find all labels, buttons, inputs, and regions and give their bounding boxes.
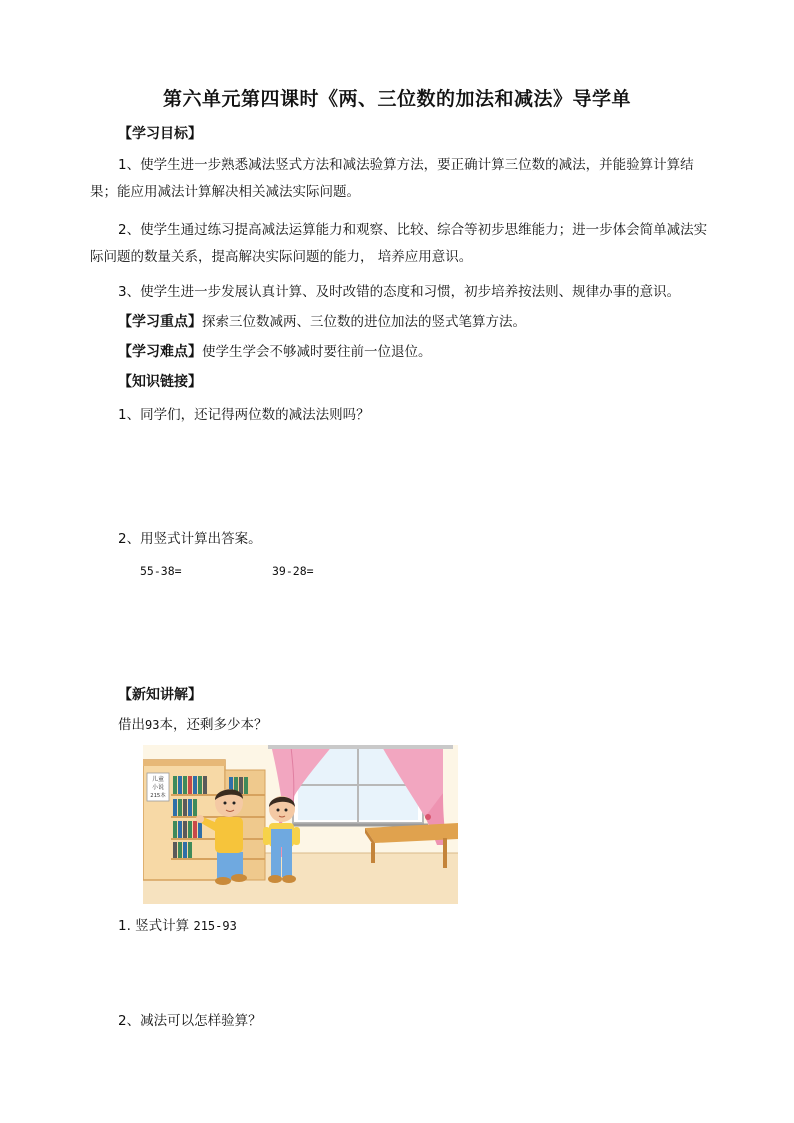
objectives-heading: 【学习目标】 [118, 126, 202, 142]
classroom-illustration [143, 745, 458, 904]
task-1 [118, 916, 237, 936]
knowledge-question-1: 1、同学们，还记得两位数的减法法则吗？ [118, 407, 370, 423]
page-title: 第六单元第四课时《两、三位数的加法和减法》导学单 [162, 88, 631, 110]
knowledge-link-heading: 【知识链接】 [118, 374, 202, 390]
calc-expression-2: 39-28= [272, 564, 314, 578]
knowledge-question-2: 2、用竖式计算出答案。 [118, 531, 262, 547]
new-knowledge-question [118, 715, 267, 735]
difficult-point-text: 使学生学会不够减时要往前一位退位。 [202, 344, 432, 360]
difficult-point-heading: 【学习难点】 [118, 344, 202, 360]
task-2: 2、减法可以怎样验算？ [118, 1013, 262, 1029]
key-point [118, 312, 526, 332]
task-1-label: 1. 竖式计算 [118, 918, 190, 934]
objective-3: 3、使学生进一步发展认真计算、及时改错的态度和习惯，初步培养按法则、规律办事的意识。 [118, 284, 681, 300]
new-knowledge-heading: 【新知讲解】 [118, 687, 202, 703]
question-suffix: 本，还剩多少本？ [159, 717, 268, 733]
difficult-point [118, 342, 432, 362]
shelf-sign-line-3: 215本 [150, 793, 166, 799]
calc-expression-1: 55-38= [140, 564, 182, 578]
objective-1: 1、使学生进一步熟悉减法竖式方法和减法验算方法，要正确计算三位数的减法，并能验算计算结果；能应用减法计算解决相关减法实际问题。 [90, 157, 694, 200]
objective-2: 2、使学生通过练习提高减法运算能力和观察、比较、综合等初步思维能力；进一步体会简单减法实际问题的数量关系，提高解决实际问题的能力， 培养应用意识。 [90, 222, 708, 265]
key-point-text: 探索三位数减两、三位数的进位加法的竖式笔算方法。 [202, 314, 526, 330]
question-number: 93 [145, 718, 160, 732]
key-point-heading: 【学习重点】 [118, 314, 202, 330]
task-1-expression: 215-93 [193, 919, 237, 933]
question-prefix: 借出 [118, 717, 145, 733]
shelf-sign-line-1: 儿童 [151, 776, 165, 783]
shelf-sign-line-2: 小说 [151, 784, 165, 791]
